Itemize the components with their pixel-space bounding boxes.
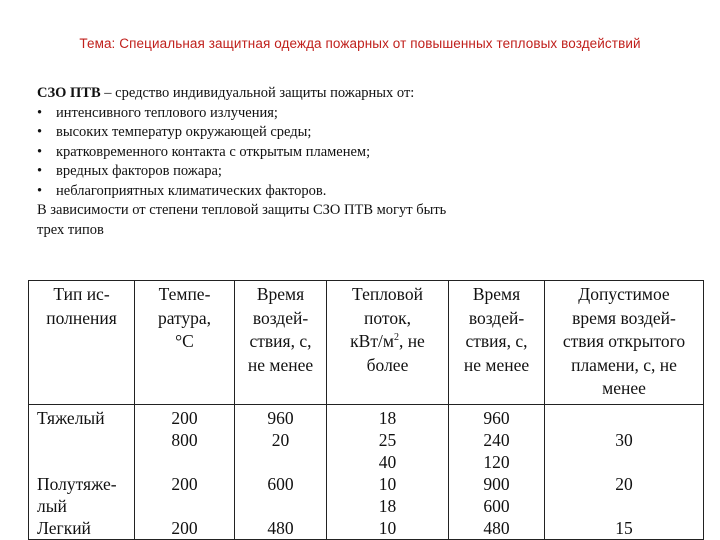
hazard-item: • интенсивного теплового излучения; bbox=[37, 104, 597, 124]
column-temperature-cells: 200 800 200 200 bbox=[135, 405, 235, 540]
header-heat-flux: Тепловой поток, кВт/$м^2$, не более bbox=[327, 281, 449, 405]
protection-types-table bbox=[28, 280, 704, 540]
column-exposure-time-cells: 960 20 600 480 bbox=[235, 405, 327, 540]
hazard-item: • вредных факторов пожара; bbox=[37, 162, 597, 182]
intro-lead-rest: – средство индивидуальной защиты пожарных от: bbox=[100, 85, 415, 101]
hazard-item: • кратковременного контакта с открытым пламенем; bbox=[37, 143, 597, 163]
header-exposure-time: Время воздей- ствия, с, не менее bbox=[235, 281, 327, 405]
table-header-row bbox=[29, 281, 704, 405]
hazard-item: • высоких температур окружающей среды; bbox=[37, 123, 597, 143]
intro-lead-bold: СЗО ПТВ bbox=[37, 85, 101, 101]
intro-closing-1: В зависимости от степени тепловой защиты СЗО ПТВ могут быть bbox=[37, 202, 447, 218]
column-flame-time-cells: 30 20 15 bbox=[545, 405, 704, 540]
slide-title: Тема: Специальная защитная одежда пожарных от повышенных тепловых воздействий bbox=[79, 36, 641, 51]
header-flame-time: Допустимое время воздей- ствия открытого пламени, с, не менее bbox=[545, 281, 704, 405]
column-type-cells: Тяжелый Полутяже- лый Легкий bbox=[29, 405, 135, 540]
intro-closing-2: трех типов bbox=[37, 221, 104, 238]
column-heat-flux-cells: 18 25 40 10 18 10 bbox=[327, 405, 449, 540]
intro-text bbox=[37, 84, 597, 240]
header-type: Тип ис- полнения bbox=[29, 281, 135, 405]
header-temperature: Темпе- ратура, °С bbox=[135, 281, 235, 405]
table-body-row bbox=[29, 405, 704, 540]
header-exposure-time-2: Время воздей- ствия, с, не менее bbox=[449, 281, 545, 405]
hazard-list bbox=[37, 104, 597, 202]
column-exposure-time-2-cells: 960 240 120 900 600 480 bbox=[449, 405, 545, 540]
intro-lead bbox=[37, 84, 597, 104]
hazard-item: • неблагоприятных климатических факторов. bbox=[37, 182, 597, 202]
